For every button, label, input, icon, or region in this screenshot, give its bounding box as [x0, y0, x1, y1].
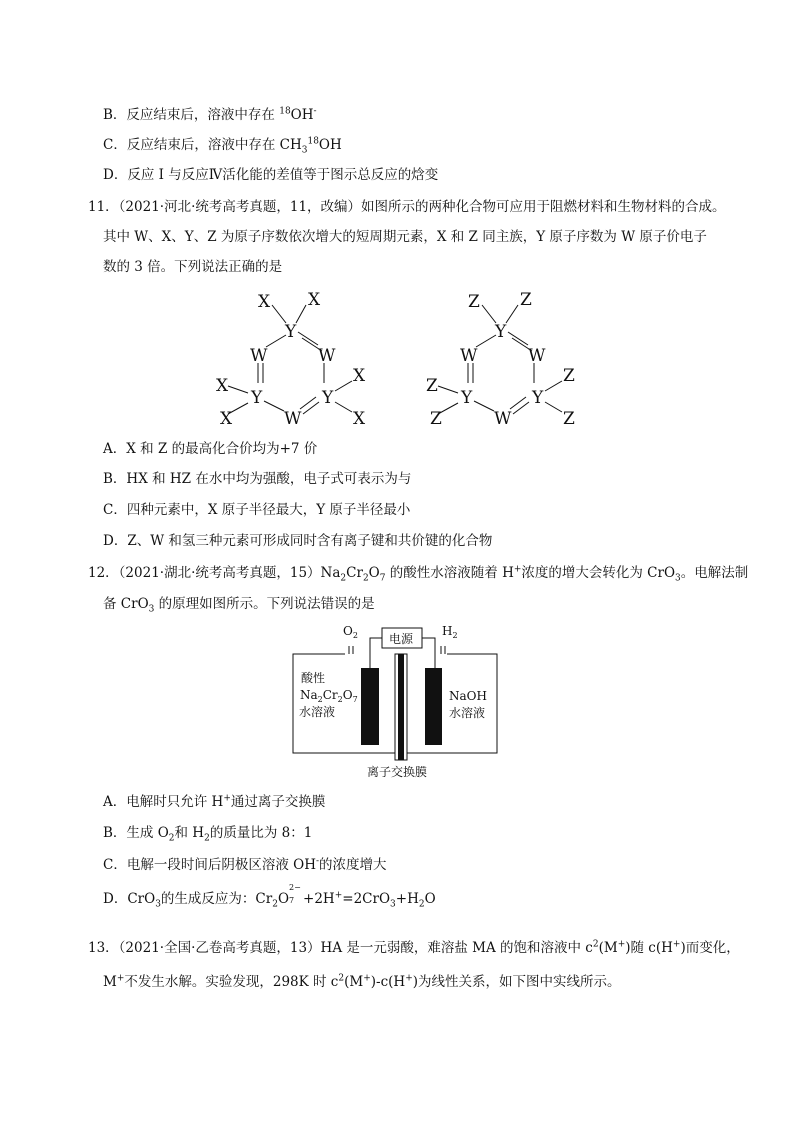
bond [303, 402, 319, 414]
bond [476, 335, 496, 347]
q11-stem-line1: 11．（2021·河北·统考高考真题，11，改编）如图所示的两种化合物可应用于阻燃材料和生物材料的合成。 [88, 199, 726, 215]
q10-option-d: D．反应 I 与反应Ⅳ活化能的差值等于图示总反应的焓变 [103, 167, 439, 183]
q12-stem-line2: 备 CrO$_3$ 的原理如图所示。下列说法错误的是 [103, 596, 375, 615]
atom-z: Z [563, 409, 575, 429]
atom-y: Y [285, 322, 297, 342]
label-left-dichromate: $Na_2Cr_2O_7$ [300, 688, 358, 704]
q13-stem-line2: M+不发生水解。实验发现，298K 时 $c^2(M^+)-c(H^+)$为线性关系，如下图中实线所示。 [103, 973, 621, 990]
h2-outlet [441, 646, 445, 654]
bond [508, 332, 528, 345]
bond [438, 386, 458, 393]
atom-x: X [258, 292, 271, 312]
atom-y: Y [532, 388, 544, 408]
q12-electrolysis-figure [285, 620, 515, 782]
q12-option-c: C．电解一段时间后阴极区溶液 OH-的浓度增大 [103, 856, 387, 873]
cathode-electrode [425, 668, 442, 745]
label-o2: $O_2$ [343, 624, 358, 640]
q10-option-c: C．反应结束后，溶液中存在 $CH_3^{18}OH$ [103, 136, 342, 156]
atom-w: W [528, 346, 546, 366]
wire-right [422, 638, 435, 668]
bond [545, 402, 562, 412]
atom-z: Z [430, 409, 442, 429]
atom-x: X [220, 409, 233, 429]
label-h2: $H_2$ [442, 624, 458, 640]
q12-option-b: B．生成 $O_2$和 $H_2$的质量比为 8：1 [103, 825, 313, 844]
atom-y: Y [322, 388, 334, 408]
atom-x: X [353, 409, 366, 429]
bond [300, 397, 316, 409]
q11-stem-line3: 数的 3 倍。下列说法正确的是 [103, 259, 283, 275]
ion-exchange-membrane-core [398, 654, 404, 760]
atom-w: W [318, 346, 336, 366]
label-right-solution: 水溶液 [449, 706, 486, 720]
q10-option-b: B．反应结束后，溶液中存在 $^{18}$OH- [103, 106, 317, 123]
o2-outlet [349, 646, 353, 654]
q12-option-d: D．CrO$_3$的生成反应为：$Cr_2O$ 2− 7 $+2H^+=2CrO_3+H_2O$ [103, 883, 436, 910]
q12-stem-line1: 12．（2021·湖北·统考高考真题，$15)Na_2Cr_2O_7$ 的酸性水溶液随着 H+浓度的增大会转化为 CrO$_3$。电解法制 [88, 564, 749, 584]
atom-y: Y [251, 388, 263, 408]
label-right-naoh: NaOH [449, 689, 487, 703]
atom-y: Y [495, 322, 507, 342]
bond [335, 402, 352, 412]
bond [474, 401, 494, 411]
bond [272, 305, 286, 323]
anode-electrode [361, 668, 379, 745]
atom-w: W [460, 346, 478, 366]
atom-x: X [308, 290, 321, 310]
atom-x: X [353, 366, 366, 386]
bond [298, 332, 318, 345]
q13-stem-line1: 13．（2021·全国·乙卷高考真题，13）HA 是一元弱酸，难溶盐 MA 的饱和溶液中 $c^2(M^+)$随 c(H+)而变化， [88, 939, 740, 956]
bond [264, 401, 284, 411]
bond [506, 305, 518, 323]
q11-option-a: A．X 和 Z 的最高化合价均为+7 价 [103, 441, 318, 457]
bond [545, 381, 562, 391]
q11-stem-line2: 其中 W、X、Y、Z 为原子序数依次增大的短周期元素，X 和 Z 同主族，Y 原子序数为 W 原子价电子 [103, 229, 707, 245]
atom-z: Z [520, 290, 532, 310]
bond [513, 402, 529, 414]
q12-option-a: A．电解时只允许 H+通过离子交换膜 [103, 793, 326, 810]
wire-left [370, 638, 382, 668]
bond [296, 305, 306, 323]
bond [228, 386, 248, 393]
label-left-solution: 水溶液 [299, 705, 336, 719]
q11-option-d: D．Z、W 和氢三种元素可形成同时含有离子键和共价键的化合物 [103, 533, 493, 549]
atom-z: Z [468, 292, 480, 312]
label-membrane: 离子交换膜 [367, 765, 428, 779]
atom-z: Z [563, 366, 575, 386]
atom-w: W [494, 409, 512, 429]
label-left-acidic: 酸性 [301, 671, 326, 685]
q11-molecules-figure [200, 285, 600, 435]
atom-z: Z [426, 376, 438, 396]
q11-option-c: C．四种元素中，X 原子半径最大，Y 原子半径最小 [103, 502, 411, 518]
q11-option-b: B．HX 和 HZ 在水中均为强酸，电子式可表示为与 [103, 471, 412, 487]
atom-y: Y [461, 388, 473, 408]
atom-w: W [250, 346, 268, 366]
atom-x: X [216, 376, 229, 396]
bond [266, 335, 286, 347]
atom-w: W [284, 409, 302, 429]
bond [510, 397, 526, 409]
bond [482, 305, 496, 323]
label-power: 电源 [389, 632, 414, 646]
bond [335, 381, 352, 391]
